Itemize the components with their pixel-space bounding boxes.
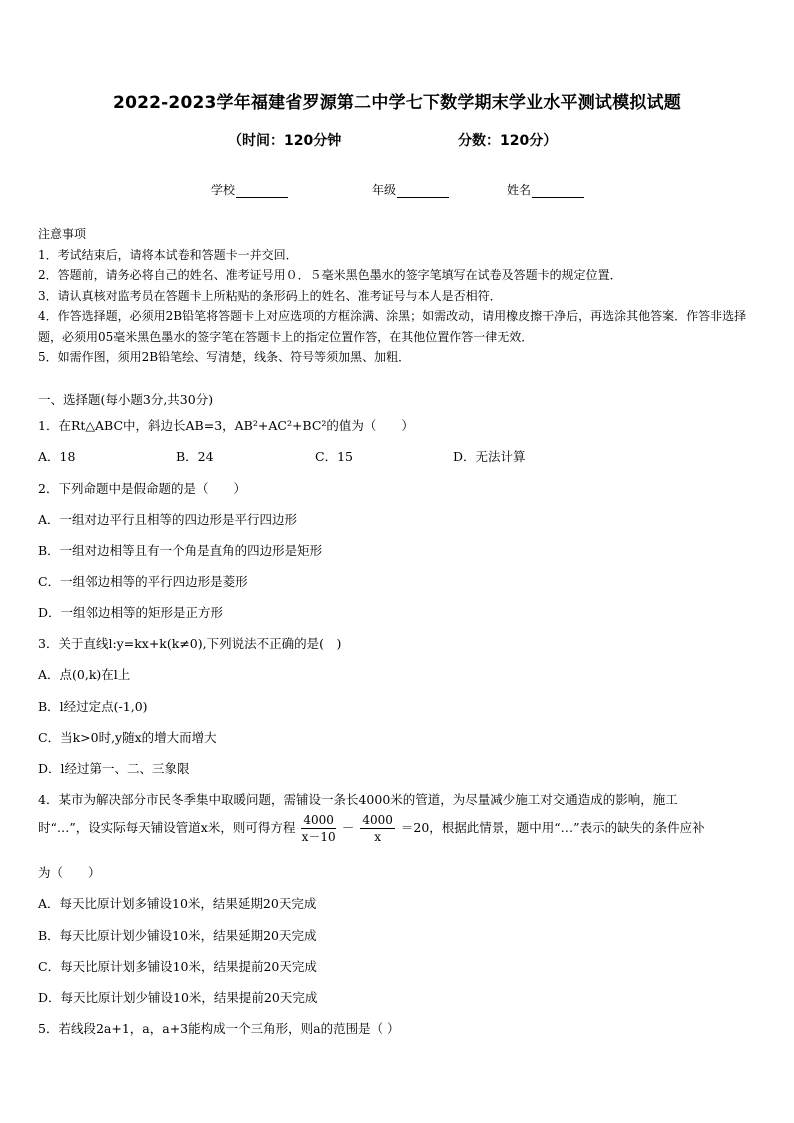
- fraction-2: [360, 812, 395, 845]
- fraction-1-numerator: 4000: [303, 813, 334, 827]
- note-item: 4．作答选择题，必须用2B铅笔将答题卡上对应选项的方框涂满、涂黑；如需改动，请用橡皮擦干净后，再选涂其他答案．作答非选择题，必须用05毫米黑色墨水的签字笔在答题卡上的指定位置作答，在其他位置作答一律无效．: [38, 309, 747, 344]
- q1-option-d[interactable]: D．无法计算: [453, 449, 526, 464]
- school-field[interactable]: [211, 181, 288, 198]
- fraction-1-denominator: x－10: [301, 830, 336, 844]
- name-blank[interactable]: [532, 185, 584, 198]
- section-heading: 一、选择题(每小题3分,共30分): [38, 392, 214, 407]
- q4-text-before-equation: 时“…”，设实际每天铺设管道x米，则可得方程: [38, 820, 296, 835]
- question-4-line-3: 为（ ）: [38, 865, 101, 880]
- q4-option-a[interactable]: A．每天比原计划多铺设10米，结果延期20天完成: [38, 896, 317, 911]
- name-field[interactable]: [507, 181, 584, 198]
- q2-option-d[interactable]: D．一组邻边相等的矩形是正方形: [38, 605, 224, 620]
- q4-option-c[interactable]: C．每天比原计划多铺设10米，结果提前20天完成: [38, 959, 317, 974]
- notes-heading: 注意事项: [38, 227, 87, 241]
- q1-option-a[interactable]: A．18: [38, 449, 76, 464]
- note-item: 2．答题前，请务必将自己的姓名、准考证号用０．５毫米黑色墨水的签字笔填写在试卷及答题卡的规定位置．: [38, 268, 622, 282]
- fraction-2-denominator: x: [374, 830, 382, 844]
- note-item: 1．考试结束后，请将本试卷和答题卡一并交回．: [38, 247, 298, 262]
- fraction-1: [301, 812, 336, 845]
- question-3-stem: 3．关于直线l:y=kx+k(k≠0),下列说法不正确的是( ): [38, 636, 342, 651]
- q3-option-a[interactable]: A．点(0,k)在l上: [38, 667, 131, 682]
- q2-option-c[interactable]: C．一组邻边相等的平行四边形是菱形: [38, 574, 248, 589]
- minus-sign: －: [341, 820, 355, 835]
- question-5-stem: 5．若线段2a+1，a，a+3能构成一个三角形，则a的范围是（ ）: [38, 1021, 400, 1036]
- notes-section: [38, 224, 760, 368]
- page-title: 2022-2023学年福建省罗源第二中学七下数学期末学业水平测试模拟试题: [113, 93, 681, 113]
- school-label: 学校: [211, 183, 236, 197]
- q3-option-d[interactable]: D．l经过第一、二、三象限: [38, 761, 190, 776]
- q1-option-b[interactable]: B．24: [176, 449, 214, 464]
- grade-field[interactable]: [372, 181, 449, 198]
- question-2-stem: 2．下列命题中是假命题的是（ ）: [38, 481, 246, 496]
- question-4-line-1: 4．某市为解决部分市民冬季集中取暖问题，需铺设一条长4000米的管道，为尽量减少施工对交通造成的影响，施工: [38, 792, 678, 807]
- note-item: 3．请认真核对监考员在答题卡上所粘贴的条形码上的姓名、准考证号与本人是否相符．: [38, 288, 502, 303]
- grade-label: 年级: [372, 183, 397, 197]
- q3-option-b[interactable]: B．l经过定点(-1,0): [38, 699, 148, 714]
- time-limit: （时间：120分钟: [228, 133, 342, 149]
- q2-option-b[interactable]: B．一组对边相等且有一个角是直角的四边形是矩形: [38, 543, 323, 558]
- name-label: 姓名: [507, 183, 532, 197]
- question-4-line-2: [38, 812, 705, 845]
- q4-option-d[interactable]: D．每天比原计划少铺设10米，结果提前20天完成: [38, 990, 318, 1005]
- q4-option-b[interactable]: B．每天比原计划少铺设10米，结果延期20天完成: [38, 928, 317, 943]
- fraction-2-numerator: 4000: [362, 813, 393, 827]
- q2-option-a[interactable]: A．一组对边平行且相等的四边形是平行四边形: [38, 512, 298, 527]
- question-1-stem: 1．在Rt△ABC中，斜边长AB=3，AB²+AC²+BC²的值为（ ）: [38, 418, 414, 433]
- school-blank[interactable]: [236, 185, 288, 198]
- q1-option-c[interactable]: C．15: [315, 449, 353, 464]
- total-score: 分数：120分）: [458, 133, 558, 149]
- q4-text-after-equation: ＝20，根据此情景，题中用“…”表示的缺失的条件应补: [400, 820, 705, 835]
- q3-option-c[interactable]: C．当k>0时,y随x的增大而增大: [38, 730, 217, 745]
- grade-blank[interactable]: [397, 185, 449, 198]
- note-item: 5．如需作图，须用2B铅笔绘、写清楚，线条、符号等须加黑、加粗．: [38, 350, 411, 364]
